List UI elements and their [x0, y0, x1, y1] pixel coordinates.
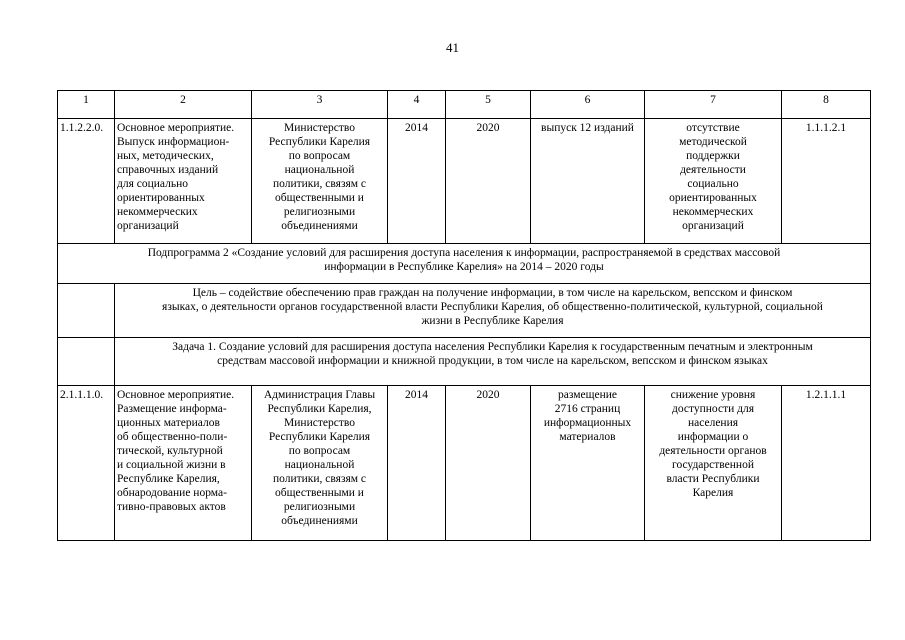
text-line: отсутствие	[686, 122, 740, 134]
table-row	[58, 119, 871, 244]
row-number: 1.1.2.2.0.	[58, 119, 115, 244]
measures-table	[57, 90, 871, 541]
text-line: и социальной жизни в	[117, 459, 226, 471]
text-line: Республики Карелия,	[267, 403, 372, 415]
text-line: ционных материалов	[117, 417, 220, 429]
text-line: выпуск 12 изданий	[541, 122, 634, 134]
text-line: Республике Карелия,	[117, 473, 220, 485]
text-line: для социально	[117, 178, 189, 190]
goal-row	[58, 284, 871, 338]
executor	[252, 386, 388, 541]
text-line: Размещение информа-	[117, 403, 227, 415]
column-header: 8	[782, 91, 871, 119]
text-line: Республики Карелия	[268, 431, 371, 443]
table-row	[58, 386, 871, 541]
text-line: Министерство	[284, 122, 355, 134]
text-line: ориентированных	[669, 192, 757, 204]
text-line: деятельности органов	[659, 445, 767, 457]
text-line: по вопросам	[288, 150, 351, 162]
text-line: снижение уровня	[670, 389, 756, 401]
start-year: 2014	[388, 386, 446, 541]
text-line: информации о	[677, 431, 749, 443]
empty-cell	[58, 338, 115, 386]
text-line: Подпрограмма 2 «Создание условий для расширения доступа населения к информации, распространяемой в средствах массовой	[147, 247, 781, 259]
page-number: 41	[446, 40, 459, 55]
text-line: по вопросам	[288, 445, 351, 457]
text-line: тивно-правовых актов	[117, 501, 226, 513]
text-line: тической, культурной	[117, 445, 223, 457]
text-line: религиозными	[283, 501, 356, 513]
text-line: Задача 1. Создание условий для расширения доступа населения Республики Карелия к государственным печатным и электронным	[172, 341, 813, 353]
text-line: государственной	[672, 459, 754, 471]
text-line: информации в Республике Карелия» на 2014 – 2020 годы	[324, 261, 604, 273]
text-line: Министерство	[284, 417, 355, 429]
column-header: 6	[531, 91, 645, 119]
column-header: 7	[645, 91, 782, 119]
text-line: общественными и	[275, 192, 364, 204]
text-line: доступности для	[672, 403, 754, 415]
indicator-code: 1.2.1.1.1	[782, 386, 871, 541]
text-line: национальной	[284, 164, 355, 176]
measure-description	[115, 386, 252, 541]
text-line: некоммерческих	[117, 206, 198, 218]
expected-result	[531, 119, 645, 244]
text-line: власти Республики	[666, 473, 760, 485]
empty-cell	[58, 284, 115, 338]
expected-result	[531, 386, 645, 541]
task-text	[115, 338, 871, 386]
end-year: 2020	[446, 119, 531, 244]
column-header: 5	[446, 91, 531, 119]
consequences	[645, 386, 782, 541]
text-line: информационных	[543, 417, 632, 429]
text-line: языках, о деятельности органов государственной власти Республики Карелия, об общественно-политической, культурной, социальной	[162, 301, 823, 313]
text-line: организаций	[117, 220, 179, 232]
text-line: социально	[687, 178, 739, 190]
text-line: Цель – содействие обеспечению прав граждан на получение информации, в том числе на карельском, вепсском и финском	[192, 287, 793, 299]
start-year: 2014	[388, 119, 446, 244]
task-row	[58, 338, 871, 386]
goal-text	[115, 284, 871, 338]
text-line: Карелия	[692, 487, 734, 499]
text-line: 2716 страниц	[554, 403, 621, 415]
text-line: объединениями	[281, 515, 358, 527]
column-header: 2	[115, 91, 252, 119]
text-line: справочных изданий	[117, 164, 219, 176]
text-line: размещение	[558, 389, 617, 401]
text-line: деятельности	[680, 164, 746, 176]
row-number: 2.1.1.1.0.	[58, 386, 115, 541]
text-line: населения	[687, 417, 739, 429]
column-header: 1	[58, 91, 115, 119]
text-line: Выпуск информацион-	[117, 136, 230, 148]
text-line: обнародование норма-	[117, 487, 227, 499]
table-header-row	[58, 91, 871, 119]
text-line: материалов	[559, 431, 616, 443]
text-line: объединениями	[281, 220, 358, 232]
text-line: политики, связям с	[272, 178, 367, 190]
subprogram-title	[58, 244, 871, 284]
text-line: организаций	[682, 220, 744, 232]
text-line: общественными и	[275, 487, 364, 499]
text-line: Основное мероприятие.	[117, 122, 235, 134]
consequences	[645, 119, 782, 244]
measure-description	[115, 119, 252, 244]
text-line: поддержки	[686, 150, 740, 162]
column-header: 4	[388, 91, 446, 119]
text-line: ных, методических,	[117, 150, 214, 162]
end-year: 2020	[446, 386, 531, 541]
text-line: об общественно-поли-	[117, 431, 228, 443]
text-line: Республики Карелия	[268, 136, 371, 148]
executor	[252, 119, 388, 244]
indicator-code: 1.1.1.2.1	[782, 119, 871, 244]
text-line: жизни в Республике Карелия	[421, 315, 564, 327]
text-line: ориентированных	[117, 192, 205, 204]
subprogram-row	[58, 244, 871, 284]
text-line: Администрация Главы	[263, 389, 376, 401]
text-line: религиозными	[283, 206, 356, 218]
column-header: 3	[252, 91, 388, 119]
text-line: некоммерческих	[672, 206, 754, 218]
text-line: методической	[679, 136, 747, 148]
text-line: национальной	[284, 459, 355, 471]
text-line: средствам массовой информации и книжной продукции, в том числе на карельском, вепсском и финском языках	[217, 355, 768, 367]
text-line: политики, связям с	[272, 473, 367, 485]
text-line: Основное мероприятие.	[117, 389, 235, 401]
